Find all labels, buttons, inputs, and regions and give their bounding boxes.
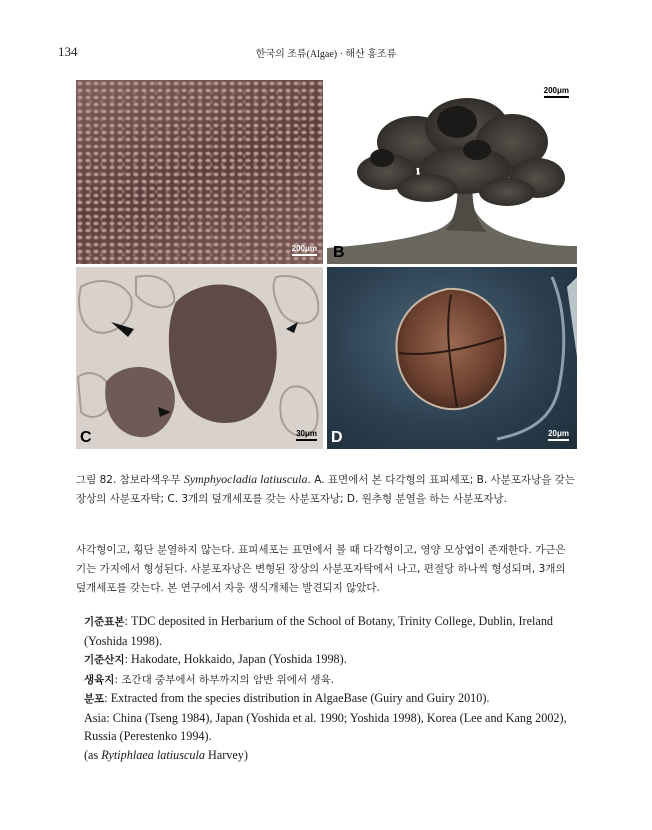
caption-text: . A. 표면에서 본 다각형의 표피세포; B. 사분포자낭을 갖는 장상의 사분포자탁; C. 3개의 덮개세포를 갖는 사분포자낭; D. 원추형 분열을 하는 사분포자낭. xyxy=(76,474,575,505)
caption-prefix: 그림 82. 참보라색우무 xyxy=(76,474,184,486)
page-number: 134 xyxy=(58,44,78,59)
figure-caption xyxy=(76,470,578,509)
running-header: 한국의 조류(Algae) · 해산 홍조류 xyxy=(255,49,397,60)
scale-bar-d: 20μm xyxy=(548,429,569,441)
habitat-row xyxy=(76,670,578,690)
micrograph-panel-a xyxy=(76,80,323,264)
tetrasporangium-illustration xyxy=(327,267,577,449)
type-specimen-label: 기준표본 xyxy=(84,616,125,628)
distribution-label: 분포 xyxy=(84,693,105,705)
habitat-value: : 조간대 중부에서 하부까지의 암반 위에서 생육. xyxy=(114,673,335,686)
micrograph-panel-b xyxy=(327,80,577,264)
sporangium-illustration xyxy=(76,267,323,449)
panel-label-c: C xyxy=(80,429,92,446)
micrograph-panel-d xyxy=(327,267,577,449)
synonym-row xyxy=(76,746,578,765)
type-locality-label: 기준산지 xyxy=(84,654,125,666)
thallus-illustration xyxy=(327,80,577,264)
synonym-suffix: Harvey) xyxy=(204,747,248,762)
species-metadata xyxy=(76,612,578,764)
type-specimen-value: : TDC deposited in Herbarium of the School of Botany, Trinity College, Dublin, Ireland (Yoshida 1998). xyxy=(84,614,554,648)
scale-bar-a: 200μm xyxy=(292,244,317,256)
synonym-name: Rytiphlaea latiuscula xyxy=(101,747,205,762)
type-locality-value: : Hakodate, Hokkaido, Japan (Yoshida 1998). xyxy=(124,652,347,666)
synonym-prefix: (as xyxy=(84,747,102,762)
body-paragraph: 사각형이고, 횡단 분열하지 않는다. 표피세포는 표면에서 볼 때 다각형이고, 영양 모상엽이 존재한다. 가근은 기는 가지에서 형성된다. 사분포자낭은 변형된 장상의 사분포자탁에서 나고, 편절당 하나씩 형성되며, 3개의 덮개세포를 갖는다. 본 연구에서 자웅 생식개체는 발견되지 않았다. xyxy=(76,544,566,594)
distribution-value: : Extracted from the species distribution in AlgaeBase (Guiry and Guiry 2010). xyxy=(104,691,490,705)
asia-distribution: Asia: China (Tseng 1984), Japan (Yoshida et al. 1990; Yoshida 1998), Korea (Lee and Kang 2002), Russia (Perestenko 1994). xyxy=(84,710,567,743)
distribution-row xyxy=(76,689,578,709)
scale-bar-b: 200μm xyxy=(544,86,569,98)
panel-label-d: D xyxy=(331,429,343,446)
caption-species: Symphyocladia latiuscula xyxy=(183,472,308,486)
scale-bar-c: 30μm xyxy=(296,429,317,441)
habitat-label: 생육지 xyxy=(84,673,115,686)
panel-label-b: B xyxy=(333,244,345,261)
type-specimen-row xyxy=(76,612,578,650)
micrograph-panel-c xyxy=(76,267,323,449)
type-locality-row xyxy=(76,650,578,670)
